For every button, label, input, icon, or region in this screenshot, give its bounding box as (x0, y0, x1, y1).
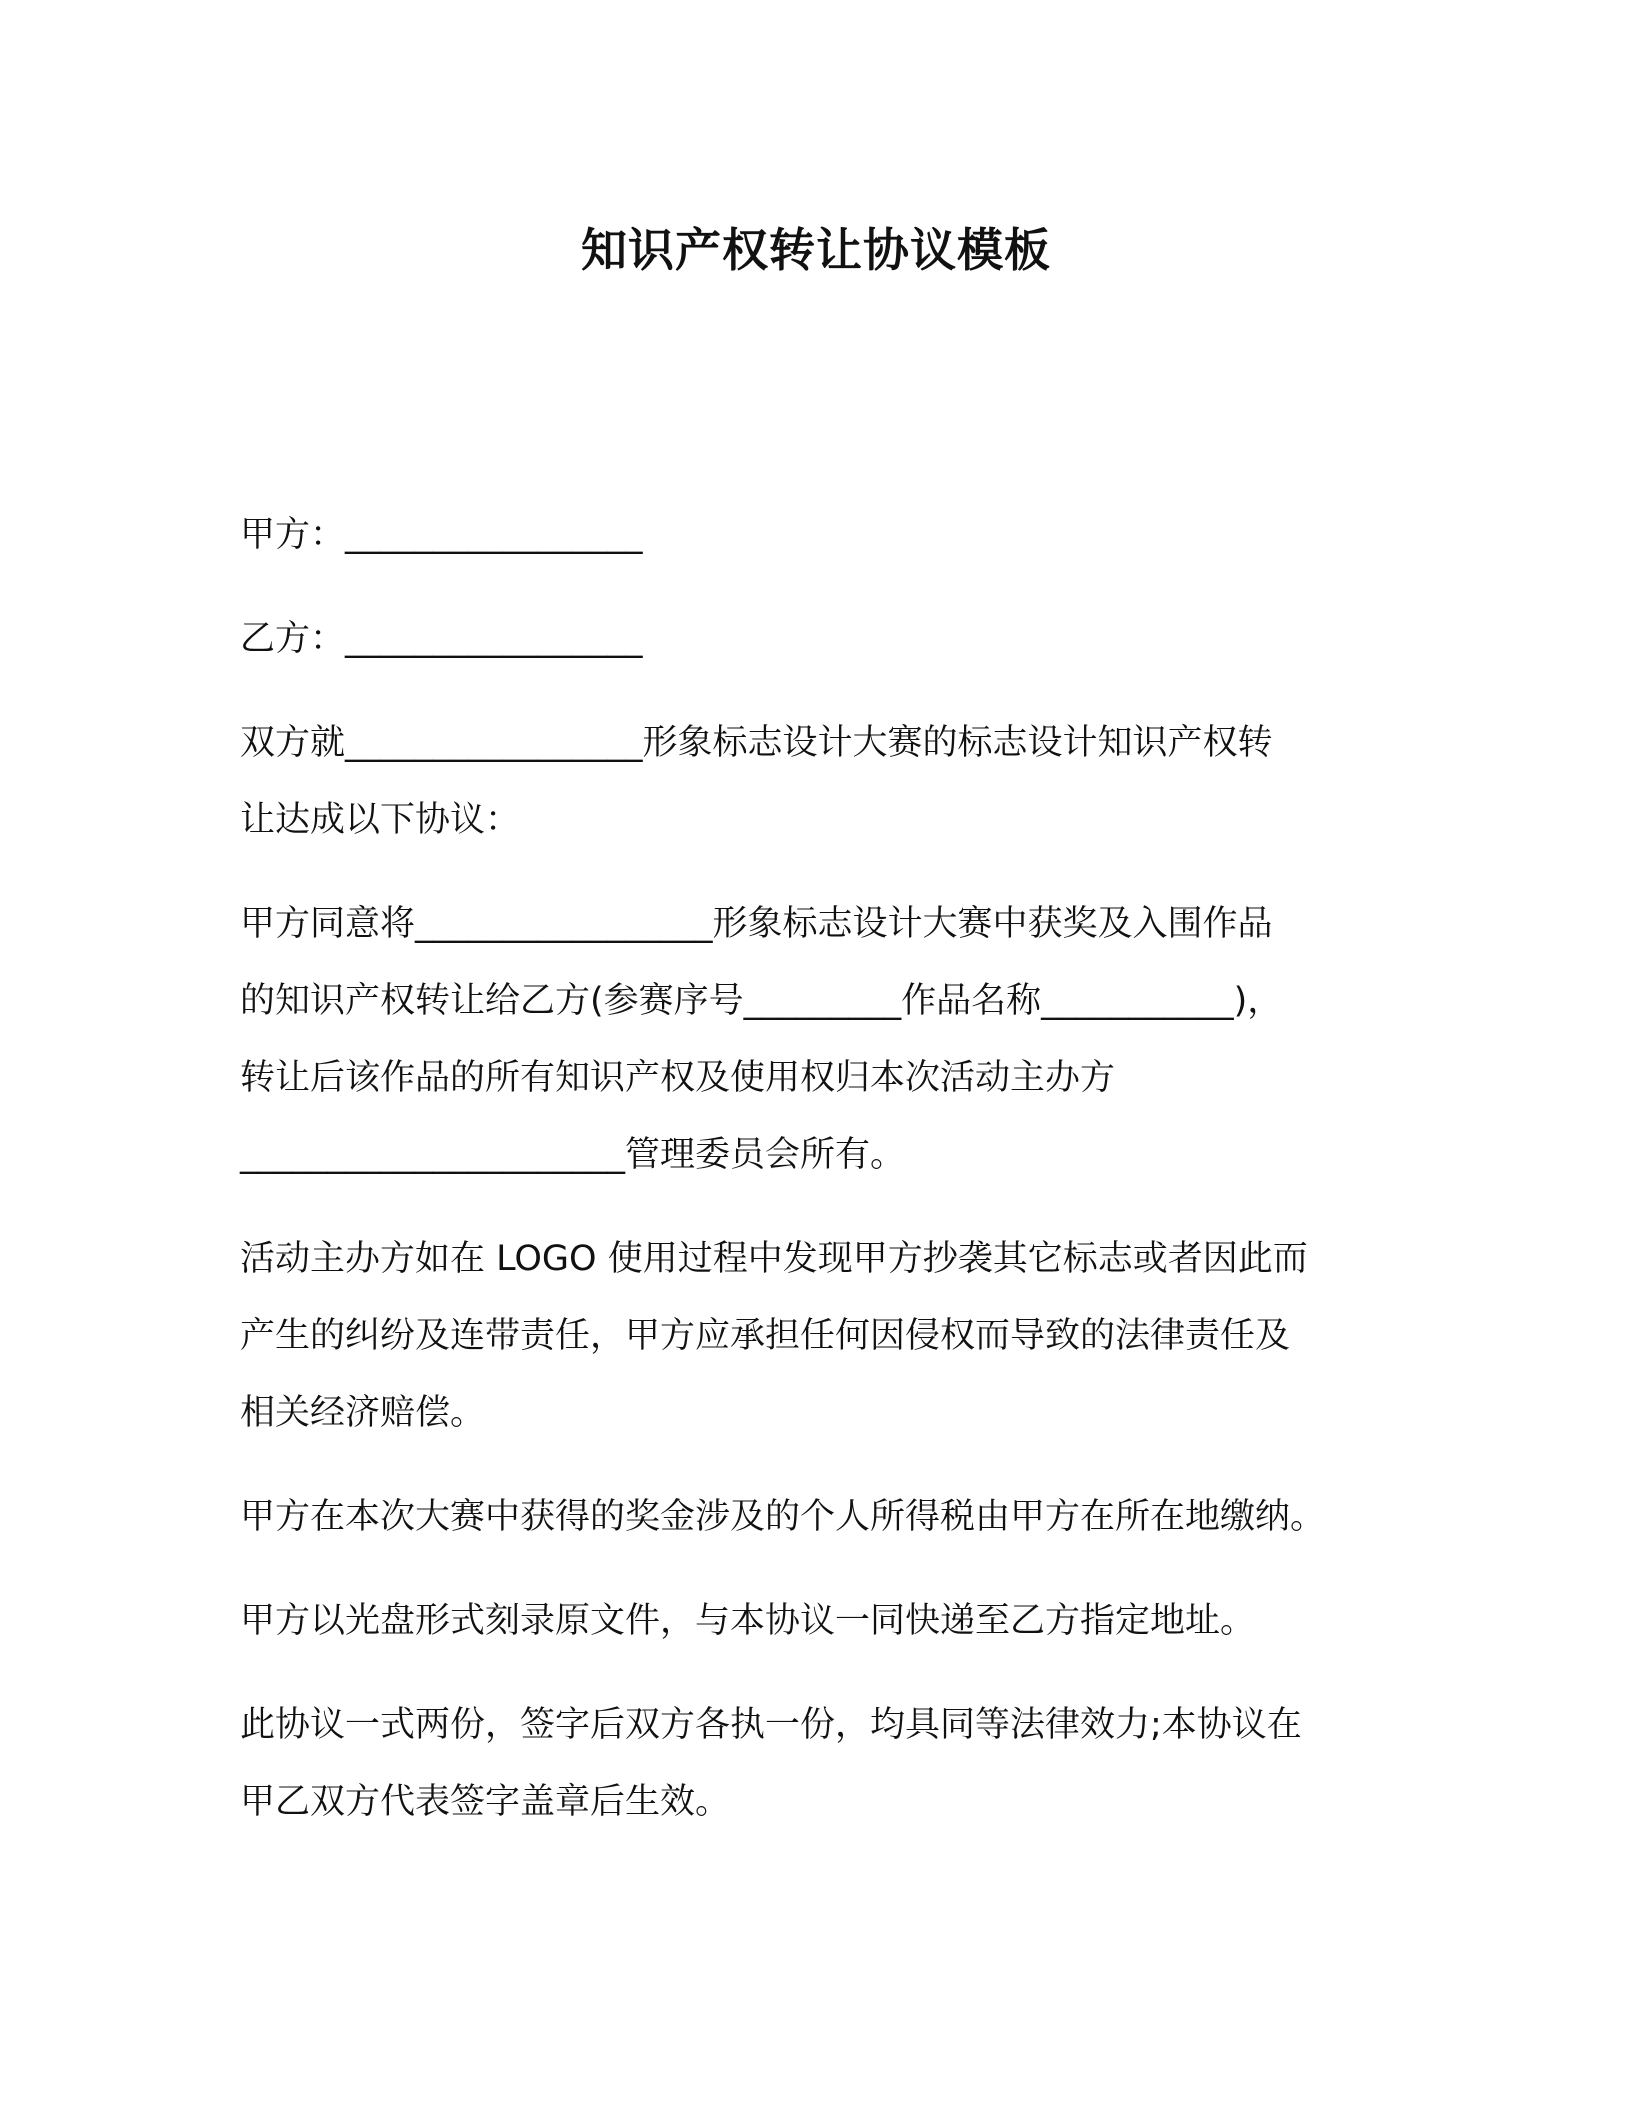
paragraph-tax: 甲方在本次大赛中获得的奖金涉及的个人所得税由甲方在所在地缴纳。 (240, 1497, 1326, 1537)
paragraph-line: 让达成以下协议： (240, 800, 521, 840)
document-title: 知识产权转让协议模板 (581, 223, 1051, 277)
paragraph-line: 甲乙双方代表签字盖章后生效。 (240, 1782, 731, 1822)
paragraph-line: 活动主办方如在 LOGO 使用过程中发现甲方抄袭其它标志或者因此而 (240, 1239, 1308, 1279)
document-body (240, 497, 1380, 1841)
paragraph-liability (240, 1221, 1380, 1452)
paragraph-transfer-terms (240, 886, 1380, 1194)
paragraph-delivery: 甲方以光盘形式刻录原文件，与本协议一同快递至乙方指定地址。 (240, 1601, 1256, 1641)
party-b-line: 乙方：_________________ (240, 619, 643, 659)
paragraph-line: 产生的纠纷及连带责任，甲方应承担任何因侵权而导致的法律责任及 (240, 1316, 1291, 1356)
paragraph-agreement-intro (240, 705, 1380, 859)
paragraph-effectiveness (240, 1687, 1380, 1841)
paragraph-line: 的知识产权转让给乙方(参赛序号_________作品名称___________)， (240, 981, 1283, 1021)
paragraph-line: 此协议一式两份，签字后双方各执一份，均具同等法律效力;本协议在 (240, 1705, 1302, 1745)
paragraph-line: 甲方同意将_________________形象标志设计大赛中获奖及入围作品 (240, 904, 1273, 944)
paragraph-line: ______________________管理委员会所有。 (240, 1135, 906, 1175)
party-a-line: 甲方：_________________ (240, 515, 643, 555)
paragraph-line: 转让后该作品的所有知识产权及使用权归本次活动主办方 (240, 1058, 1116, 1098)
paragraph-line: 双方就_________________形象标志设计大赛的标志设计知识产权转 (240, 723, 1273, 763)
paragraph-line: 相关经济赔偿。 (240, 1393, 486, 1433)
